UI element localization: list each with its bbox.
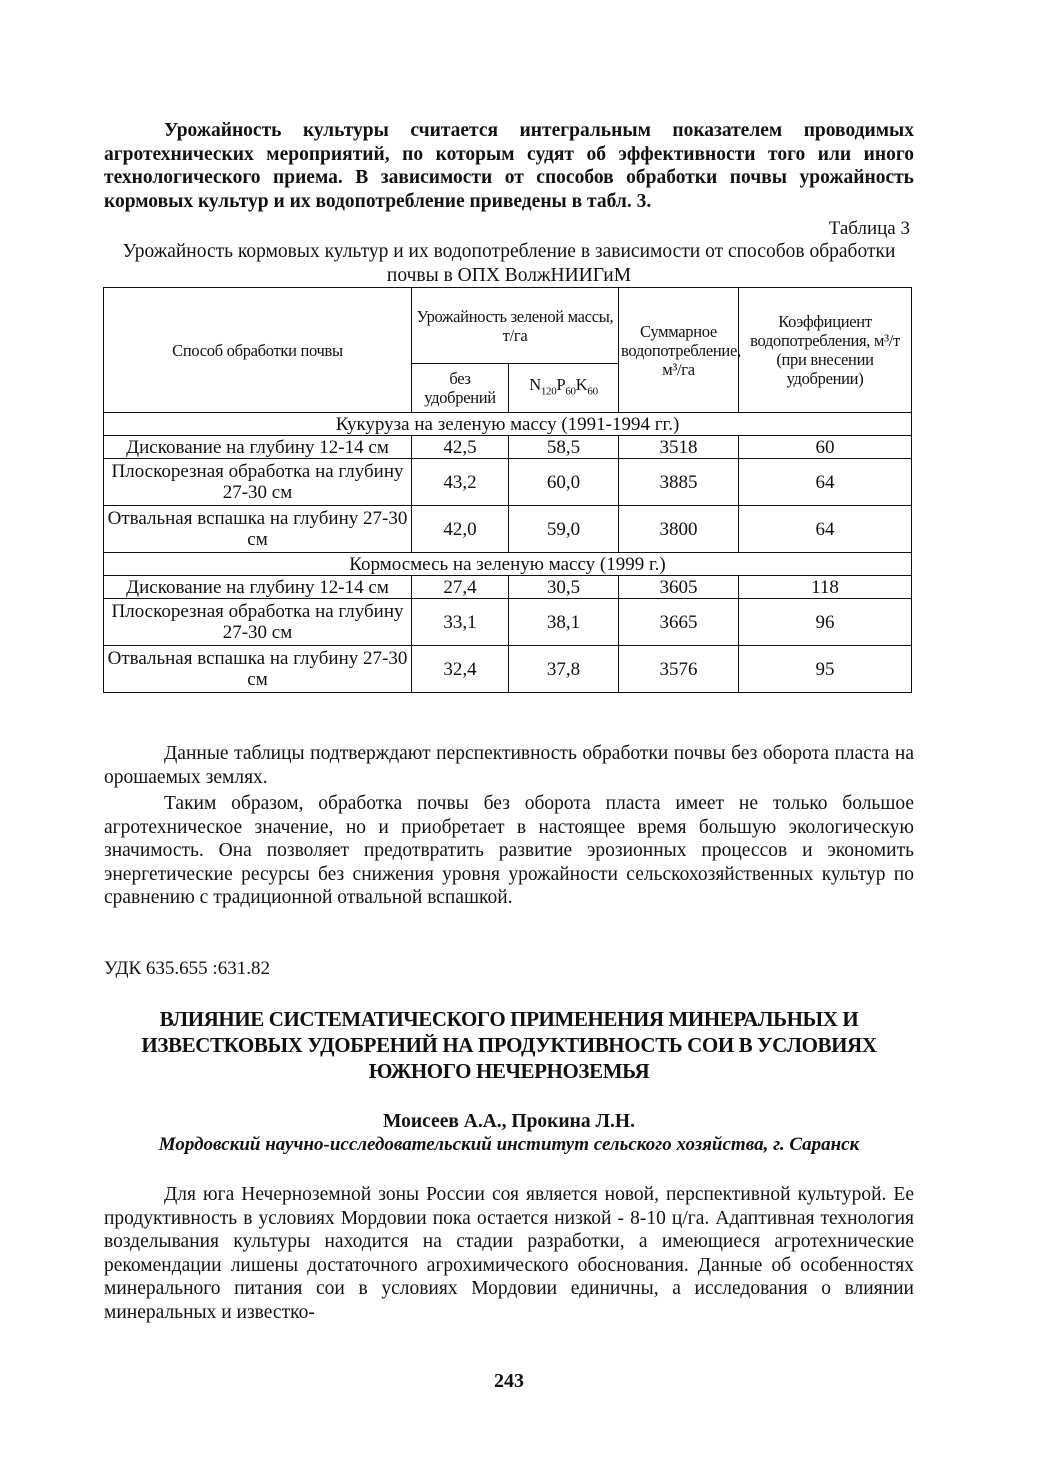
header-npk: $N_{120}P_{60}K_{60}$ bbox=[509, 364, 619, 413]
paragraph-after-table-2: Таким образом, обработка почвы без оборота пласта имеет не только большое агротехническое значение, но и приобретает в настоящее время большую экологическую значимость. Она позволяет предотвратить развитие эрозионных процессов и экономить энергетические ресурсы без снижения уровня урожайности сельскохозяйственных культур по сравнению с традиционной отвальной вспашкой. bbox=[104, 793, 914, 909]
page-number: 243 bbox=[494, 1370, 524, 1392]
header-coefficient: Коэффициент водопотребления, м³/т (при внесении удобрении) bbox=[739, 288, 912, 413]
article-title: ВЛИЯНИЕ СИСТЕМАТИЧЕСКОГО ПРИМЕНЕНИЯ МИНЕРАЛЬНЫХ И ИЗВЕСТКОВЫХ УДОБРЕНИЙ НА ПРОДУКТИВНОСТЬ СОИ В УСЛОВИЯХ ЮЖНОГО НЕЧЕРНОЗЕМЬЯ bbox=[141, 1007, 877, 1083]
table-number: Таблица 3 bbox=[828, 218, 910, 239]
table-row: Плоскорезная обработка на глубину 27-30 см 43,2 60,0 3885 64 bbox=[104, 459, 912, 506]
section-title: Кукуруза на зеленую массу (1991-1994 гг.) bbox=[104, 413, 912, 436]
article-body-paragraph: Для юга Нечерноземной зоны России соя является новой, перспективной культурой. Ее продуктивность в условиях Мордовии пока остается низкой - 8-10 ц/га. Адаптивная технология возделывания культуры находится на стадии разработки, а имеющиеся агротехнические рекомендации лишены достаточного агрохимического обоснования. Данные об особенностях минерального питания сои в условиях Мордовии единичны, а исследования о влиянии минеральных и известко- bbox=[104, 1184, 914, 1323]
article-affiliation: Мордовский научно-исследовательский институт сельского хозяйства, г. Саранск bbox=[158, 1134, 860, 1155]
header-water-use: Суммарное водопотребление, м³/га bbox=[619, 288, 739, 413]
header-without-fertilizer: без удобрений bbox=[412, 364, 509, 413]
header-method: Способ обработки почвы bbox=[104, 288, 412, 413]
section-title: Кормосмесь на зеленую массу (1999 г.) bbox=[104, 553, 912, 576]
table-row: Отвальная вспашка на глубину 27-30 см 32,4 37,8 3576 95 bbox=[104, 646, 912, 693]
table-row: Дискование на глубину 12-14 см 27,4 30,5 3605 118 bbox=[104, 576, 912, 599]
article-authors: Моисеев А.А., Прокина Л.Н. bbox=[383, 1111, 635, 1132]
yield-table bbox=[103, 287, 912, 693]
paragraph-after-table-1: Данные таблицы подтверждают перспективность обработки почвы без оборота пласта на орошаемых землях. bbox=[104, 743, 914, 788]
udk-code: УДК 635.655 :631.82 bbox=[104, 958, 270, 979]
table-row: Отвальная вспашка на глубину 27-30 см 42,0 59,0 3800 64 bbox=[104, 506, 912, 553]
intro-paragraph: Урожайность культуры считается интегральным показателем проводимых агротехнических мероприятий, по которым судят об эффективности того или иного технологического приема. В зависимости от способов обработки почвы урожайность кормовых культур и их водопотребление приведены в табл. 3. bbox=[104, 120, 914, 212]
table-caption: Урожайность кормовых культур и их водопотребление в зависимости от способов обработки почвы в ОПХ ВолжНИИГиМ bbox=[122, 241, 896, 286]
table-row: Плоскорезная обработка на глубину 27-30 см 33,1 38,1 3665 96 bbox=[104, 599, 912, 646]
header-yield: Урожайность зеленой массы, т/га bbox=[412, 288, 619, 364]
table-row: Дискование на глубину 12-14 см 42,5 58,5 3518 60 bbox=[104, 436, 912, 459]
